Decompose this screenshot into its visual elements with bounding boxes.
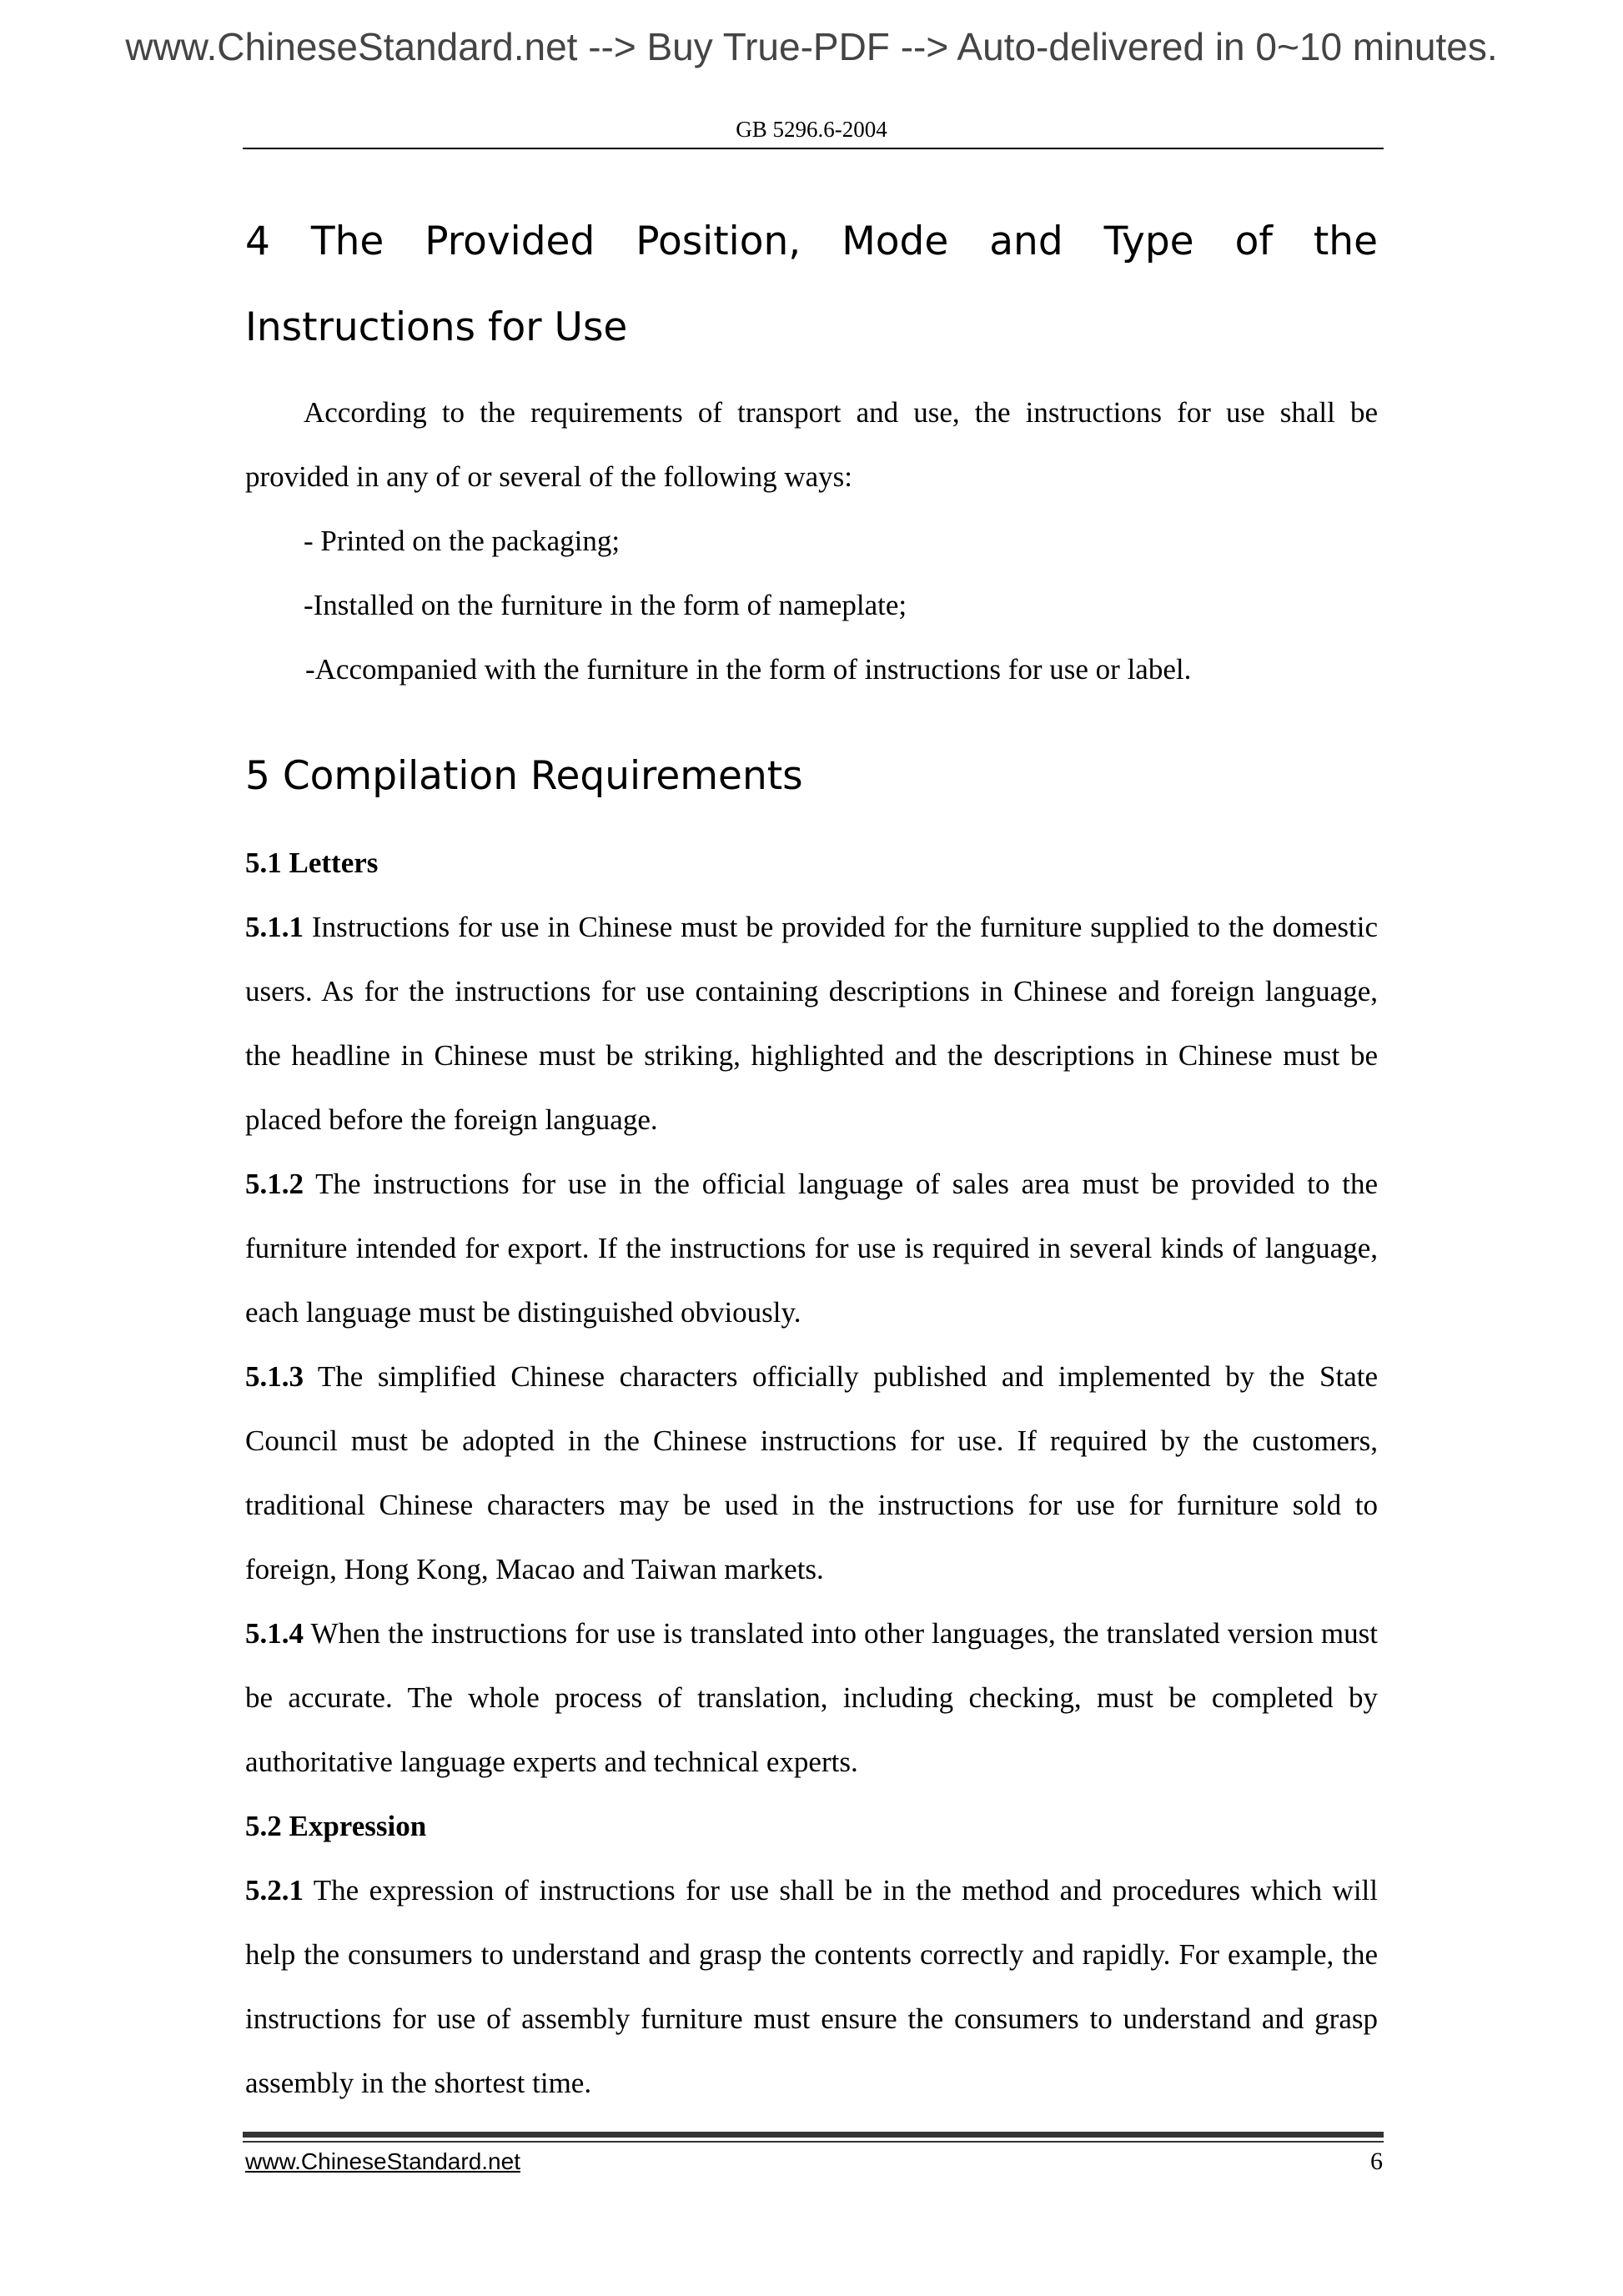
clause-text: The instructions for use in the official language of sales area must be provided to the furniture intended for export. If the instructions for use is required in several kinds of language, each language must be distinguished obviously. [245,1168,1378,1329]
subsection-title-5-1: 5.1 Letters [245,847,379,879]
page-number: 6 [1370,2148,1383,2175]
clause-number: 5.2.1 [245,1874,304,1907]
clause-number: 5.1.2 [245,1168,304,1200]
source-banner: www.ChineseStandard.net --> Buy True-PDF --> Auto-delivered in 0~10 minutes. [125,25,1498,68]
clause-number: 5.1.1 [245,911,304,943]
clause-5-1-1 [245,895,1378,1152]
clause-number: 5.1.3 [245,1360,304,1393]
standard-code: GB 5296.6-2004 [736,117,887,142]
section-5-heading: 5 Compilation Requirements [245,753,803,799]
clause-text: When the instructions for use is translated into other languages, the translated version must be accurate. The whole process of translation, including checking, must be completed by authoritative language experts and technical experts. [245,1617,1378,1778]
list-item: - Printed on the packaging; [304,525,621,557]
clause-number: 5.1.4 [245,1617,304,1650]
clause-5-2-1 [245,1858,1378,2115]
clause-text: The expression of instructions for use shall be in the method and procedures which will help the consumers to understand and grasp the contents correctly and rapidly. For example, the instructions for use of assembly furniture must ensure the consumers to understand and grasp assembly in the shortest time. [245,1874,1378,2099]
footer-divider-thick [243,2132,1384,2138]
clause-5-1-4 [245,1601,1378,1794]
footer-divider-thin [243,2141,1384,2143]
clause-text: Instructions for use in Chinese must be provided for the furniture supplied to the domestic users. As for the instructions for use containing descriptions in Chinese and foreign language, the headline in Chinese must be striking, highlighted and the descriptions in Chinese must be placed before the foreign language. [245,911,1378,1136]
page-body [245,198,1378,2115]
footer-website-link[interactable]: www.ChineseStandard.net [245,2148,520,2174]
section-4-intro: According to the requirements of transport and use, the instructions for use shall be provided in any of or several of the following ways: [245,396,1378,493]
list-item: -Installed on the furniture in the form of nameplate; [304,589,907,621]
section-4-heading: 4 The Provided Position, Mode and Type of the Instructions for Use [245,219,1378,350]
clause-5-1-3 [245,1344,1378,1601]
clause-text: The simplified Chinese characters officially published and implemented by the State Council must be adopted in the Chinese instructions for use. If required by the customers, traditional Chinese characters may be used in the instructions for use for furniture sold to foreign, Hong Kong, Macao and Taiwan markets. [245,1360,1378,1585]
list-item: -Accompanied with the furniture in the form of instructions for use or label. [305,653,1192,686]
header-divider [243,148,1384,149]
subsection-title-5-2: 5.2 Expression [245,1810,427,1842]
clause-5-1-2 [245,1152,1378,1344]
